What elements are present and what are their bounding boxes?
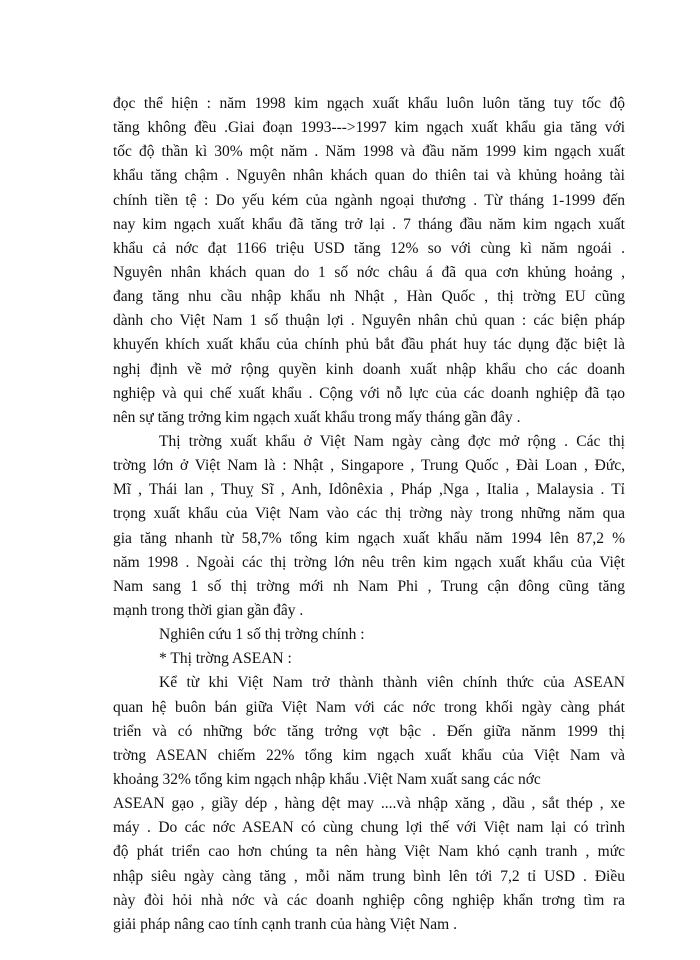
text-line: Nguyên nhân khách quan do 1 số nớc châu á đã qua cơn khủng hoảng , xyxy=(113,263,625,281)
section-heading: Nghiên cứu 1 số thị trờng chính : xyxy=(159,626,365,644)
document-body xyxy=(113,92,625,937)
paragraph-first-line: Kể từ khi Việt Nam trở thành thành viên chính thức của ASEAN xyxy=(159,674,625,692)
text-line: chính tiền tệ : Do yếu kém của ngành ngoại thương . Từ tháng 1-1999 đến xyxy=(113,191,625,209)
text-line: khoảng 32% tổng kim ngạch nhập khẩu .Việt Nam xuất sang các nớc xyxy=(113,770,541,788)
text-line: nghị định về mở rộng quyền kinh doanh xuất nhập khẩu cho các doanh xyxy=(113,360,625,378)
text-line: đọc thể hiện : năm 1998 kim ngạch xuất khẩu luôn luôn tăng tuy tốc độ xyxy=(113,95,625,112)
text-line: nên sự tăng trởng kim ngạch xuất khẩu trong mấy tháng gần đây . xyxy=(113,408,521,426)
text-line: máy . Do các nớc ASEAN có cùng chung lợi thế với Việt nam lại có trình xyxy=(113,819,625,837)
text-line: đang tăng nhu cầu nhập khẩu nh Nhật , Hàn Quốc , thị trờng EU cũng xyxy=(113,288,625,306)
text-line: khẩu cả nớc đạt 1166 triệu USD tăng 12% so với cùng kì năm ngoái . xyxy=(113,239,625,257)
text-line: tốc độ thần kì 30% một năm . Năm 1998 và đầu năm 1999 kim ngạch xuất xyxy=(113,143,625,161)
text-line: nhập siêu ngày càng tăng , mỗi năm trung bình lên tới 7,2 tỉ USD . Điều xyxy=(113,867,625,885)
text-line: Nam sang 1 số thị trờng mới nh Nam Phi , Trung cận đông cũng tăng xyxy=(113,577,625,595)
paragraph-first-line: Thị trờng xuất khẩu ở Việt Nam ngày càng đợc mở rộng . Các thị xyxy=(159,432,625,450)
text-line: độ phát triển cao hơn chúng ta nên hàng Việt Nam khó cạnh tranh , mức xyxy=(113,843,625,861)
text-line: này đòi hỏi nhà nớc và các doanh nghiệp công nghiệp khẩn trơng tìm ra xyxy=(113,891,625,909)
text-line: trọng xuất khẩu của Việt Nam vào các thị trờng này trong những năm qua xyxy=(113,505,625,523)
text-line: ASEAN gạo , giầy dép , hàng dệt may ....và nhập xăng , dầu , sắt thép , xe xyxy=(113,795,625,813)
text-line: quan hệ buôn bán giữa Việt Nam với các nớc trong khối ngày càng phát xyxy=(113,698,625,716)
text-line: khuyến khích xuất khẩu của chính phủ bắt đầu phát huy tác dụng đặc biệt là xyxy=(113,336,625,354)
text-line: năm 1998 . Ngoài các thị trờng lớn nêu trên kim ngạch xuất khẩu của Việt xyxy=(113,553,625,571)
text-line: dành cho Việt Nam 1 số thuận lợi . Nguyên nhân chủ quan : các biện pháp xyxy=(113,312,625,330)
text-line: nghiệp và qui chế xuất khẩu . Cộng với nỗ lực của các doanh nghiệp đã tạo xyxy=(113,384,625,402)
text-line: triển và có những bớc tăng trởng vợt bậc . Đến giữa nănm 1999 thị xyxy=(113,722,625,740)
text-line: giải pháp nâng cao tính cạnh tranh của hàng Việt Nam . xyxy=(113,915,457,933)
text-line: gia tăng nhanh từ 58,7% tổng kim ngạch xuất khẩu năm 1994 lên 87,2 % xyxy=(113,529,625,547)
text-line: nay kim ngạch xuất khẩu đã tăng trở lại . 7 tháng đầu năm kim ngạch xuất xyxy=(113,215,625,233)
text-line: Mĩ , Thái lan , Thuỵ Sĩ , Anh, Idônêxia , Pháp ,Nga , Italia , Malaysia . Tỉ xyxy=(113,481,625,499)
text-line: mạnh trong thời gian gần đây . xyxy=(113,601,304,619)
text-line: trờng ASEAN chiếm 22% tổng kim ngạch xuất khẩu của Việt Nam và xyxy=(113,746,625,764)
text-line: tăng không đều .Giai đoạn 1993--->1997 kim ngạch xuất khẩu gia tăng với xyxy=(113,119,625,137)
text-line: trờng lớn ở Việt Nam là : Nhật , Singapore , Trung Quốc , Đài Loan , Đức, xyxy=(113,457,625,475)
subsection-heading: * Thị trờng ASEAN : xyxy=(159,650,292,668)
text-line: khẩu tăng chậm . Nguyên nhân khách quan do thiên tai và khủng hoảng tài xyxy=(113,167,625,185)
